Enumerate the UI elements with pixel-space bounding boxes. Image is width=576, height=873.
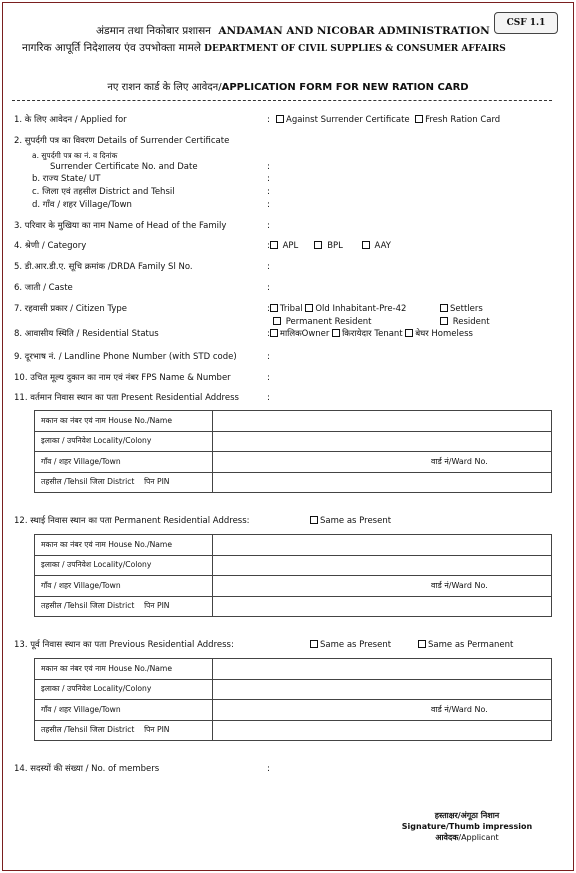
table-row: [35, 555, 552, 576]
checkbox-previous-same-as-present[interactable]: [310, 640, 318, 648]
applicant-hindi: आवेदक: [435, 833, 459, 842]
department-heading-english: DEPARTMENT OF CIVIL SUPPLIES & CONSUMER AFFAIRS: [204, 44, 506, 54]
q10-label: 10. उचित मूल्य दुकान का नाम एवं नंबर FPS Name & Number: [14, 373, 231, 383]
form-title-hindi: नए राशन कार्ड के लिए आवेदन/: [107, 82, 222, 93]
checkbox-homeless[interactable]: [405, 329, 413, 337]
checkbox-tenant[interactable]: [332, 329, 340, 337]
option-tribal: Tribal: [279, 304, 303, 314]
q11-label: 11. वर्तमान निवास स्थान का पता Present Residential Address: [14, 393, 239, 403]
q13-option2: [418, 640, 513, 651]
tehsil-pin-label: [35, 720, 213, 741]
pin-label: पिन PIN: [144, 477, 170, 487]
ward-label: वार्ड नं/Ward No.: [431, 581, 488, 590]
q2-d-colon: :: [267, 200, 271, 210]
table-row: [35, 535, 552, 556]
form-title-english: APPLICATION FORM FOR NEW RATION CARD: [221, 82, 469, 93]
q13-label: 13. पूर्व निवास स्थान का पता Previous Residential Address:: [14, 640, 234, 650]
tehsil-pin-label: [35, 596, 213, 617]
checkbox-aay[interactable]: [362, 241, 370, 249]
q7-permanent: [273, 317, 372, 328]
signature-hindi: हस्ताक्षर/अंगूठा निशान: [434, 811, 500, 820]
permanent-address-table: [34, 534, 552, 617]
table-row: [35, 452, 552, 473]
q8-label: 8. आवासीय स्थिति / Residential Status: [14, 329, 159, 339]
option-fresh-ration-card: Fresh Ration Card: [425, 115, 501, 125]
checkbox-against-surrender[interactable]: [276, 115, 284, 123]
department-heading-hindi: नागरिक आपूर्ति निदेशालय एंव उपभोक्ता मामले: [22, 42, 202, 54]
q2-d-label: d. गाँव / शहर Village/Town: [32, 200, 132, 210]
option-apl: APL: [282, 241, 299, 251]
table-row: [35, 679, 552, 700]
option-same-as-permanent: Same as Permanent: [428, 640, 514, 650]
option-resident: Resident: [452, 317, 490, 327]
q5-colon: :: [267, 262, 271, 272]
previous-locality-field[interactable]: [213, 679, 552, 700]
tehsil-district-label: तहसील /Tehsil जिला District: [41, 725, 135, 735]
admin-heading-english: ANDAMAN AND NICOBAR ADMINISTRATION: [218, 25, 490, 37]
q2-b-colon: :: [267, 174, 271, 184]
q7-options-row1: : Tribal Old Inhabitant-Pre-42: [267, 304, 407, 314]
ward-label: वार्ड नं/Ward No.: [431, 457, 488, 466]
checkbox-permanent-same-as-present[interactable]: [310, 516, 318, 524]
admin-heading: [96, 24, 490, 38]
q7-resident: [440, 317, 490, 328]
previous-tehsil-field[interactable]: [213, 720, 552, 741]
applicant-label: [392, 832, 542, 843]
checkbox-apl[interactable]: [270, 241, 278, 249]
form-title: [0, 79, 576, 93]
table-row: [35, 700, 552, 721]
checkbox-previous-same-as-permanent[interactable]: [418, 640, 426, 648]
option-bpl: BPL: [327, 241, 343, 251]
present-village-field[interactable]: [213, 452, 552, 473]
village-label: गाँव / शहर Village/Town: [35, 452, 213, 473]
q6-colon: :: [267, 283, 271, 293]
q2-b-label: b. राज्य State/ UT: [32, 174, 101, 184]
q1-options: [276, 115, 500, 126]
previous-address-table: [34, 658, 552, 741]
option-same-as-present: Same as Present: [320, 640, 392, 650]
signature-block: [392, 810, 542, 843]
option-tenant: किरायेदार Tenant: [342, 329, 403, 339]
locality-label: इलाका / उपनिवेश Locality/Colony: [35, 431, 213, 452]
option-homeless: बेघर Homeless: [415, 329, 473, 339]
present-house-field[interactable]: [213, 411, 552, 432]
village-label: गाँव / शहर Village/Town: [35, 576, 213, 597]
q1-label: 1. के लिए आवेदन / Applied for: [14, 115, 127, 125]
checkbox-resident[interactable]: [440, 317, 448, 325]
q7-settlers: [440, 304, 483, 315]
checkbox-old-inhabitant[interactable]: [305, 304, 313, 312]
q3-colon: :: [267, 221, 271, 231]
q12-option: [310, 516, 391, 527]
checkbox-tribal[interactable]: [270, 304, 278, 312]
q6-label: 6. जाती / Caste: [14, 283, 73, 293]
q3-label: 3. परिवार के मुखिया का नाम Name of Head of the Family: [14, 221, 227, 231]
previous-village-field[interactable]: [213, 700, 552, 721]
q10-colon: :: [267, 373, 271, 383]
q11-colon: :: [267, 393, 271, 403]
table-row: [35, 596, 552, 617]
pin-label: पिन PIN: [144, 601, 170, 611]
q2-a-colon: :: [267, 162, 271, 172]
checkbox-bpl[interactable]: [314, 241, 322, 249]
table-row: [35, 411, 552, 432]
table-row: [35, 720, 552, 741]
permanent-locality-field[interactable]: [213, 555, 552, 576]
previous-house-field[interactable]: [213, 659, 552, 680]
option-permanent-resident: Permanent Resident: [285, 317, 372, 327]
table-row: [35, 431, 552, 452]
q1-colon: :: [267, 115, 271, 125]
permanent-house-field[interactable]: [213, 535, 552, 556]
option-owner: मालिकOwner: [279, 329, 330, 339]
option-against-surrender: Against Surrender Certificate: [286, 115, 410, 125]
q9-label: 9. दूरभाष नं. / Landline Phone Number (with STD code): [14, 352, 237, 362]
tehsil-pin-label: [35, 472, 213, 493]
q2-label: 2. सुपर्दगी पत्र का विवरण Details of Surrender Certificate: [14, 136, 230, 146]
q2-c-label: c. जिला एवं तहसील District and Tehsil: [32, 187, 175, 197]
form-code-badge: CSF 1.1: [494, 12, 558, 34]
house-label: मकान का नंबर एवं नाम House No./Name: [35, 411, 213, 432]
ward-label: वार्ड नं/Ward No.: [431, 705, 488, 714]
present-locality-field[interactable]: [213, 431, 552, 452]
option-aay: AAY: [374, 241, 391, 251]
tehsil-district-label: तहसील /Tehsil जिला District: [41, 601, 135, 611]
admin-heading-hindi: अंडमान तथा निकोबार प्रशासन: [96, 25, 211, 37]
q12-label: 12. स्थाई निवास स्थान का पता Permanent Residential Address:: [14, 516, 250, 526]
q2-c-colon: :: [267, 187, 271, 197]
header-divider: [12, 100, 552, 101]
department-heading: [22, 41, 506, 55]
checkbox-settlers[interactable]: [440, 304, 448, 312]
table-row: [35, 576, 552, 597]
signature-english: Signature/Thumb impression: [401, 822, 533, 831]
checkbox-permanent-resident[interactable]: [273, 317, 281, 325]
applicant-english: /Applicant: [458, 833, 499, 842]
checkbox-owner[interactable]: [270, 329, 278, 337]
house-label: मकान का नंबर एवं नाम House No./Name: [35, 659, 213, 680]
checkbox-fresh-ration-card[interactable]: [415, 115, 423, 123]
permanent-tehsil-field[interactable]: [213, 596, 552, 617]
option-settlers: Settlers: [450, 304, 483, 314]
q8-options: : मालिकOwner किरायेदार Tenant बेघर Homeless: [267, 329, 473, 339]
village-label: गाँव / शहर Village/Town: [35, 700, 213, 721]
option-same-as-present: Same as Present: [320, 516, 392, 526]
q5-label: 5. डी.आर.डी.ए. सूचि क्रमांक /DRDA Family Sl No.: [14, 262, 193, 272]
q4-label: 4. श्रेणी / Category: [14, 241, 87, 251]
tehsil-district-label: तहसील /Tehsil जिला District: [41, 477, 135, 487]
q7-label: 7. रहवासी प्रकार / Citizen Type: [14, 304, 127, 314]
q14-label: 14. सदस्यों की संख्या / No. of members: [14, 764, 160, 774]
locality-label: इलाका / उपनिवेश Locality/Colony: [35, 679, 213, 700]
table-row: [35, 472, 552, 493]
locality-label: इलाका / उपनिवेश Locality/Colony: [35, 555, 213, 576]
option-old-inhabitant: Old Inhabitant-Pre-42: [315, 304, 407, 314]
permanent-village-field[interactable]: [213, 576, 552, 597]
present-tehsil-field[interactable]: [213, 472, 552, 493]
q14-colon: :: [267, 764, 271, 774]
q4-options: : APL BPL AAY: [267, 241, 391, 251]
present-address-table: [34, 410, 552, 493]
q13-option1: [310, 640, 391, 651]
house-label: मकान का नंबर एवं नाम House No./Name: [35, 535, 213, 556]
table-row: [35, 659, 552, 680]
pin-label: पिन PIN: [144, 725, 170, 735]
q9-colon: :: [267, 352, 271, 362]
q2-a-english: Surrender Certificate No. and Date: [50, 162, 198, 172]
q2-a-hindi: a. सुपर्दगी पत्र का नं. व दिनांक: [32, 151, 118, 160]
